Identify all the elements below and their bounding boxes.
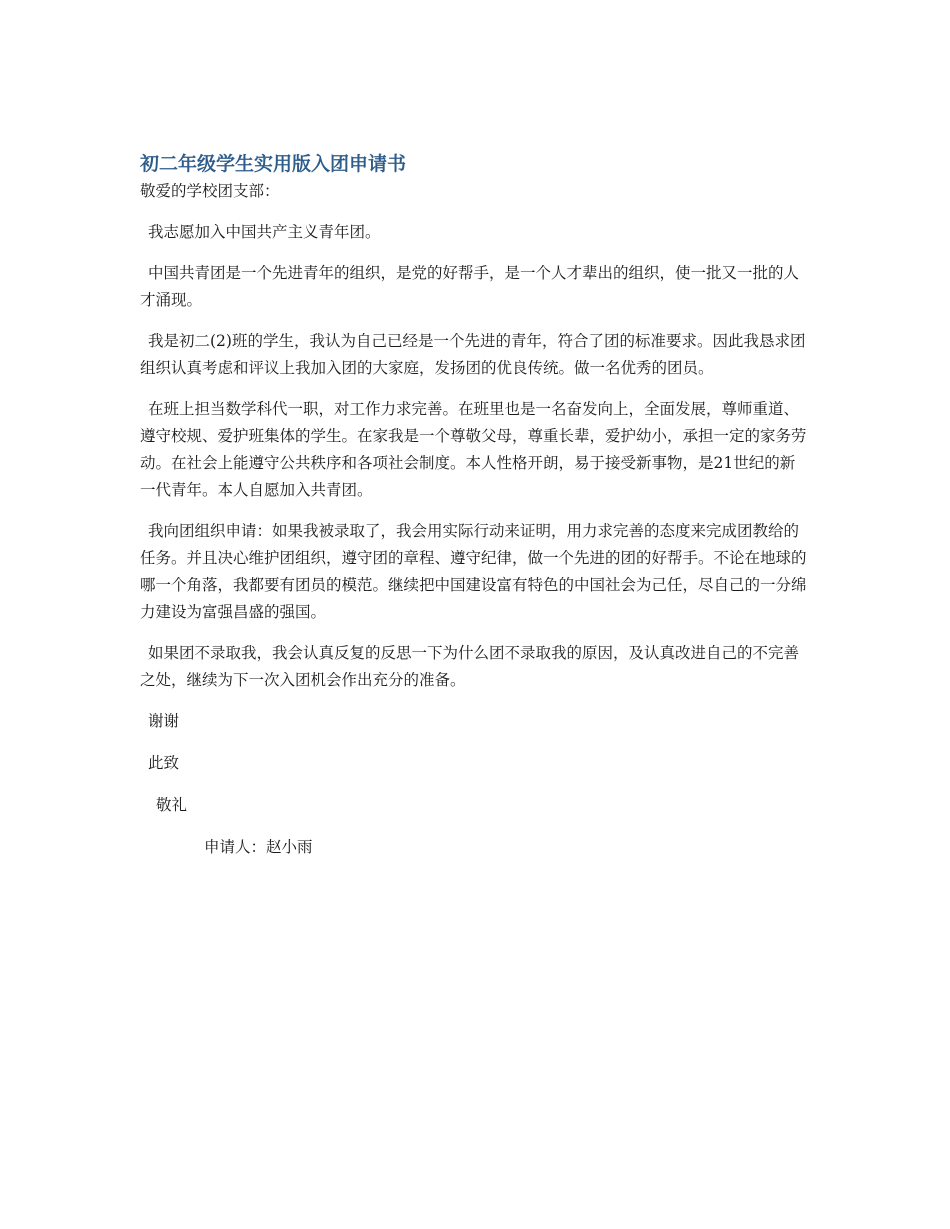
paragraph-2: 中国共青团是一个先进青年的组织，是党的好帮手，是一个人才辈出的组织，使一批又一批的人才涌现。 xyxy=(140,264,800,309)
paragraph-1: 我志愿加入中国共产主义青年团。 xyxy=(148,223,381,241)
document-title: 初二年级学生实用版入团申请书 xyxy=(140,153,407,175)
paragraph-3: 我是初二(2)班的学生，我认为自己已经是一个先进的青年，符合了团的标准要求。因此我恳求团组织认真考虑和评议上我加入团的大家庭，发扬团的优良传统。做一名优秀的团员。 xyxy=(140,332,806,377)
paragraph-5: 我向团组织申请：如果我被录取了，我会用实际行动来证明，用力求完善的态度来完成团教给的任务。并且决心维护团组织，遵守团的章程、遵守纪律，做一个先进的团的好帮手。不论在地球的哪一个角落，我都要有团员的模范。继续把中国建设富有特色的中国社会为己任，尽自己的一分绵力建设为富强昌盛的强国。 xyxy=(140,522,807,621)
thanks-line: 谢谢 xyxy=(148,712,180,730)
regards-line: 敬礼 xyxy=(156,796,188,814)
paragraph-6: 如果团不录取我，我会认真反复的反思一下为什么团不录取我的原因，及认真改进自己的不完善之处，继续为下一次入团机会作出充分的准备。 xyxy=(140,644,800,689)
closing-line: 此致 xyxy=(148,754,180,772)
signature-line: 申请人：赵小雨 xyxy=(204,838,313,856)
document-body xyxy=(140,150,810,876)
paragraph-4: 在班上担当数学科代一职，对工作力求完善。在班里也是一名奋发向上，全面发展，尊师重道、遵守校规、爱护班集体的学生。在家我是一个尊敬父母，尊重长辈，爱护幼小，承担一定的家务劳动。在社会上能遵守公共秩序和各项社会制度。本人性格开朗，易于接受新事物，是21世纪的新一代青年。本人自愿加入共青团。 xyxy=(140,400,807,499)
salutation: 敬爱的学校团支部： xyxy=(140,182,280,200)
